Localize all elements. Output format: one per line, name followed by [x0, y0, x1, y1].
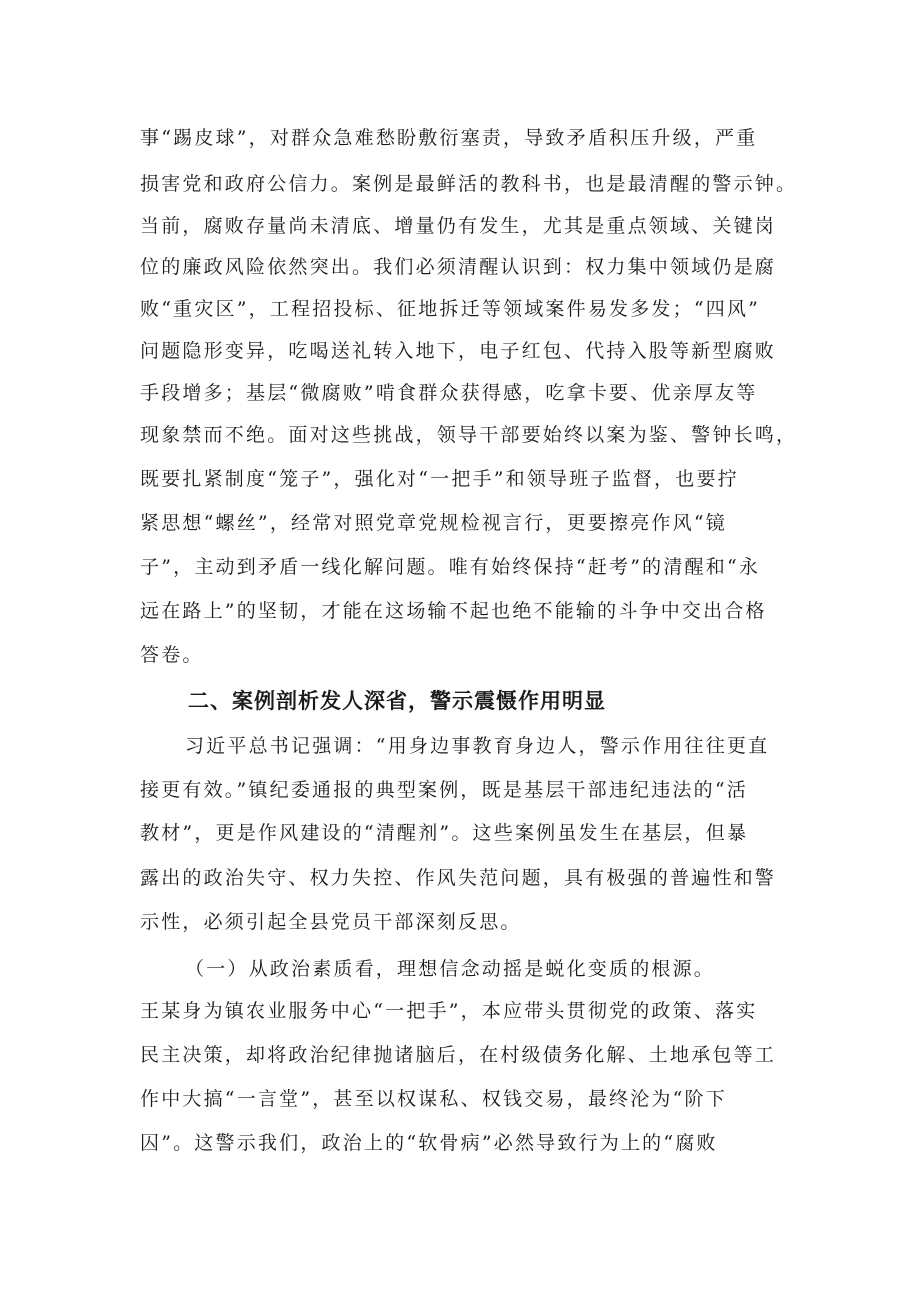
paragraph-line: 作中大搞“一言堂”，甚至以权谋私、权钱交易，最终沦为“阶下 [140, 1088, 727, 1110]
paragraph-line: 位的廉政风险依然突出。我们必须清醒认识到：权力集中领域仍是腐 [140, 256, 777, 278]
paragraph-line: 子”，主动到矛盾一线化解问题。唯有始终保持“赶考”的清醒和“永 [140, 556, 761, 578]
paragraph-line: 紧思想“螺丝”，经常对照党章党规检视言行，更要擦亮作风“镜 [140, 512, 727, 534]
paragraph-line: 手段增多；基层“微腐败”啃食群众获得感，吃拿卡要、优亲厚友等 [140, 382, 758, 404]
paragraph-line: 现象禁而不绝。面对这些挑战，领导干部要始终以案为鉴、警钟长鸣， [140, 424, 798, 446]
paragraph-line: 远在路上”的坚韧，才能在这场输不起也绝不能输的斗争中交出合格 [140, 600, 767, 622]
paragraph-line: 问题隐形变异，吃喝送礼转入地下，电子红包、代持入股等新型腐败 [140, 340, 777, 362]
paragraph-line: 王某身为镇农业服务中心“一把手”，本应带头贯彻党的政策、落实 [140, 1000, 758, 1022]
paragraph-line: 教材”，更是作风建设的“清醒剂”。这些案例虽发生在基层，但暴 [140, 822, 749, 844]
paragraph-line: 习近平总书记强调：“用身边事教育身边人，警示作用往往更直 [185, 735, 770, 757]
paragraph-line: 露出的政治失守、权力失控、作风失范问题，具有极强的普遍性和警 [140, 867, 777, 889]
paragraph-line: 民主决策，却将政治纪律抛诸脑后，在村级债务化解、土地承包等工 [140, 1044, 777, 1066]
paragraph-line: 既要扎紧制度“笼子”，强化对“一把手”和领导班子监督，也要拧 [140, 468, 739, 490]
section-heading: 二、案例剖析发人深省，警示震慑作用明显 [188, 689, 606, 713]
paragraph-line: 败“重灾区”，工程招投标、征地拆迁等领域案件易发多发；“四风” [140, 298, 761, 320]
paragraph-line: 接更有效。”镇纪委通报的典型案例，既是基层干部违纪违法的“活 [140, 779, 748, 801]
paragraph-line: 损害党和政府公信力。案例是最鲜活的教科书，也是最清醒的警示钟。 [140, 173, 798, 195]
paragraph-line: 囚”。这警示我们，政治上的“软骨病”必然导致行为上的“腐败 [140, 1132, 718, 1154]
paragraph-line: 示性，必须引起全县党员干部深刻反思。 [140, 911, 522, 933]
subsection-heading: （一）从政治素质看，理想信念动摇是蜕化变质的根源。 [185, 958, 716, 980]
paragraph-line: 答卷。 [140, 644, 204, 666]
paragraph-line: 当前，腐败存量尚未清底、增量仍有发生，尤其是重点领域、关键岗 [140, 215, 777, 237]
paragraph-line: 事“踢皮球”，对群众急难愁盼敷衍塞责，导致矛盾积压升级，严重 [140, 127, 758, 149]
